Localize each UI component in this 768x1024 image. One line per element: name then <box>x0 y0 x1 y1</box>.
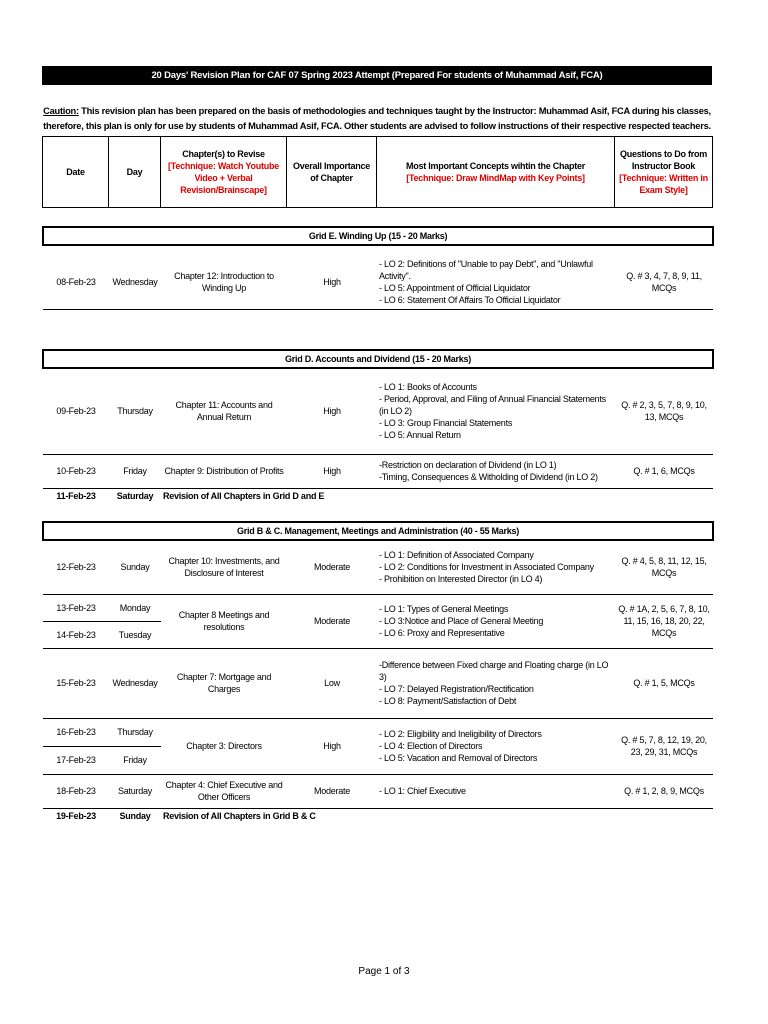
row-date: 14-Feb-23 <box>43 621 109 648</box>
row-concepts <box>377 774 615 808</box>
table-row <box>43 718 713 746</box>
concept-item: -Difference between Fixed charge and Floating charge (in LO 3) <box>379 660 609 682</box>
revision-row <box>43 808 713 824</box>
concept-item: - LO 4: Election of Directors <box>379 741 483 751</box>
row-date: 17-Feb-23 <box>43 746 109 774</box>
grid-d-section <box>42 349 714 504</box>
row-importance: Moderate <box>287 774 377 808</box>
row-day: Tuesday <box>109 621 161 648</box>
header-concepts-label: Most Important Concepts wihtin the Chapter <box>405 161 585 171</box>
caution-label: Caution: <box>43 106 79 116</box>
row-concepts <box>377 648 615 718</box>
row-concepts <box>377 255 615 309</box>
table-row <box>43 540 713 594</box>
row-date: 11-Feb-23 <box>56 491 96 502</box>
row-questions: Q. # 1, 6, MCQs <box>615 454 713 488</box>
header-concepts-technique: [Technique: Draw MindMap with Key Points] <box>406 173 585 183</box>
revision-text: Revision of All Chapters in Grid D and E <box>163 491 325 502</box>
table-row <box>43 594 713 621</box>
revision-text: Revision of All Chapters in Grid B & C <box>163 811 316 822</box>
grid-e-section <box>42 226 714 310</box>
table-row <box>43 648 713 718</box>
concept-item: - LO 6: Proxy and Representative <box>379 628 505 638</box>
concept-item: - Period, Approval, and Filing of Annual Financial Statements (in LO 2) <box>379 394 606 417</box>
row-day: Sunday <box>109 540 161 594</box>
grid-bc-section <box>42 521 714 824</box>
header-concepts <box>377 137 615 208</box>
row-chapter: Chapter 12: Introduction to Winding Up <box>161 255 287 309</box>
row-date: 10-Feb-23 <box>43 454 109 488</box>
table-row <box>43 368 713 454</box>
row-day: Thursday <box>109 718 161 746</box>
row-day: Saturday <box>109 774 161 808</box>
caution-text: This revision plan has been prepared on the basis of methodologies and techniques taught by the Instructor: Muhammad Asif, FCA during his classes, therefore, this plan is only for use by students of Muhammad Asif, FCA. Other students are advised to follow instructions of their respective respected teachers. <box>43 106 711 131</box>
concept-item: -Timing, Consequences & Witholding of Dividend (in LO 2) <box>379 472 598 482</box>
concept-item: - LO 1: Chief Executive <box>379 786 466 796</box>
row-concepts <box>377 540 615 594</box>
row-date: 15-Feb-23 <box>43 648 109 718</box>
row-questions: Q. # 4, 5, 8, 11, 12, 15, MCQs <box>615 540 713 594</box>
grid-e-title: Grid E. Winding Up (15 - 20 Marks) <box>43 227 713 245</box>
row-date: 18-Feb-23 <box>43 774 109 808</box>
page-title: 20 Days' Revision Plan for CAF 07 Spring 2023 Attempt (Prepared For students of Muhammad Asif, FCA) <box>42 66 712 85</box>
row-date: 19-Feb-23 <box>56 811 96 822</box>
row-chapter: Chapter 11: Accounts and Annual Return <box>161 368 287 454</box>
header-date: Date <box>66 167 85 177</box>
concept-item: -Restriction on declaration of Dividend (in LO 1) <box>379 460 557 470</box>
row-importance: Moderate <box>287 540 377 594</box>
row-day: Wednesday <box>109 255 161 309</box>
grid-bc-title: Grid B & C. Management, Meetings and Administration (40 - 55 Marks) <box>43 522 713 540</box>
row-questions: Q. # 1, 2, 8, 9, MCQs <box>615 774 713 808</box>
row-chapter: Chapter 4: Chief Executive and Other Officers <box>161 774 287 808</box>
row-date: 08-Feb-23 <box>43 255 109 309</box>
row-chapter: Chapter 7: Mortgage and Charges <box>161 648 287 718</box>
row-questions: Q. # 3, 4, 7, 8, 9, 11, MCQs <box>615 255 713 309</box>
concept-item: - LO 2: Eligibility and Ineligibility of Directors <box>379 729 542 739</box>
header-chapters <box>161 137 287 208</box>
header-chapters-label: Chapter(s) to Revise <box>182 149 265 159</box>
row-questions: Q. # 5, 7, 8, 12, 19, 20, 23, 29, 31, MCQs <box>615 718 713 774</box>
row-day: Thursday <box>109 368 161 454</box>
row-importance: Moderate <box>287 594 377 648</box>
revision-row <box>43 488 713 504</box>
row-concepts <box>377 718 615 774</box>
row-date: 13-Feb-23 <box>43 594 109 621</box>
row-importance: High <box>287 718 377 774</box>
concept-item: - LO 3: Group Financial Statements <box>379 418 513 429</box>
row-chapter: Chapter 3: Directors <box>161 718 287 774</box>
concept-item: - LO 2: Conditions for Investment in Associated Company <box>379 562 594 573</box>
row-date: 12-Feb-23 <box>43 540 109 594</box>
row-questions: Q. # 2, 3, 5, 7, 8, 9, 10, 13, MCQs <box>615 368 713 454</box>
concept-item: - LO 1: Types of General Meetings <box>379 604 509 614</box>
row-importance: High <box>287 255 377 309</box>
header-questions-label: Questions to Do from Instructor Book <box>620 149 707 171</box>
concept-item: - Prohibition on Interested Director (in LO 4) <box>379 574 543 585</box>
header-importance: Overall Importance of Chapter <box>287 137 377 208</box>
row-questions: Q. # 1A, 2, 5, 6, 7, 8, 10, 11, 15, 16, 18, 20, 22, MCQs <box>615 594 713 648</box>
row-day: Sunday <box>119 811 151 822</box>
concept-item: - LO 1: Books of Accounts <box>379 382 477 393</box>
row-concepts <box>377 454 615 488</box>
header-questions-technique: [Technique: Written in Exam Style] <box>619 173 708 195</box>
row-questions: Q. # 1, 5, MCQs <box>615 648 713 718</box>
row-day: Saturday <box>116 491 154 502</box>
row-chapter: Chapter 9: Distribution of Profits <box>161 454 287 488</box>
grid-d-title: Grid D. Accounts and Dividend (15 - 20 Marks) <box>43 350 713 368</box>
row-day: Friday <box>109 746 161 774</box>
caution-note <box>42 104 712 134</box>
row-date: 16-Feb-23 <box>43 718 109 746</box>
row-day: Monday <box>109 594 161 621</box>
header-day: Day <box>109 137 161 208</box>
row-importance: High <box>287 368 377 454</box>
concept-item: - LO 8: Payment/Satisfaction of Debt <box>379 696 517 706</box>
concept-item: - LO 3:Notice and Place of General Meeting <box>379 616 544 626</box>
concept-item: - LO 1: Definition of Associated Company <box>379 550 534 561</box>
table-header <box>42 136 713 208</box>
row-chapter: Chapter 10: Investments, and Disclosure of Interest <box>161 540 287 594</box>
table-row <box>43 774 713 808</box>
row-day: Wednesday <box>109 648 161 718</box>
header-questions <box>615 137 713 208</box>
concept-item: - LO 7: Delayed Registration/Rectification <box>379 684 534 694</box>
row-chapter: Chapter 8 Meetings and resolutions <box>161 594 287 648</box>
row-day: Friday <box>109 454 161 488</box>
row-concepts <box>377 368 615 454</box>
concept-item: - LO 2: Definitions of "Unable to pay Debt", and "Unlawful Activity". <box>379 258 593 281</box>
table-row <box>43 255 713 309</box>
page-number: Page 1 of 3 <box>358 966 410 977</box>
concept-item: - LO 5: Annual Return <box>379 430 461 441</box>
row-importance: Low <box>287 648 377 718</box>
row-date: 09-Feb-23 <box>43 368 109 454</box>
row-importance: High <box>287 454 377 488</box>
concept-item: - LO 5: Vacation and Removal of Directors <box>379 753 538 763</box>
header-chapters-technique: [Technique: Watch Youtube Video + Verbal Revision/Brainscape] <box>168 161 279 195</box>
row-concepts <box>377 594 615 648</box>
table-row <box>43 454 713 488</box>
concept-item: - LO 6: Statement Of Affairs To Official Liquidator <box>379 294 561 305</box>
concept-item: - LO 5: Appointment of Official Liquidator <box>379 282 531 293</box>
